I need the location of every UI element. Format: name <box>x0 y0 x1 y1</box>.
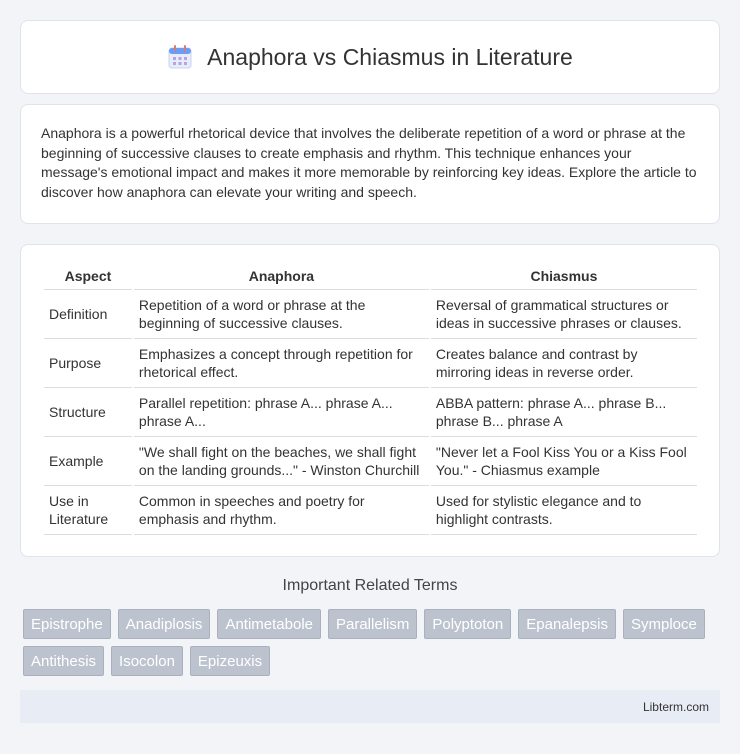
row-anaphora: Parallel repetition: phrase A... phrase A... phrase A... <box>134 388 429 437</box>
row-anaphora: Repetition of a word or phrase at the beginning of successive clauses. <box>134 290 429 339</box>
tag-symploce[interactable]: Symploce <box>623 609 705 639</box>
intro-text: Anaphora is a powerful rhetorical device that involves the deliberate repetition of a word or phrase at the beginning of successive clauses to create emphasis and rhythm. This technique enhances your message's emotional impact and makes it more memorable by reinforcing key ideas. Explore the article to discover how anaphora can elevate your writing and speech. <box>41 125 697 200</box>
tag-epistrophe[interactable]: Epistrophe <box>23 609 111 639</box>
tag-antithesis[interactable]: Antithesis <box>23 646 104 676</box>
calendar-icon <box>167 44 193 70</box>
tag-epanalepsis[interactable]: Epanalepsis <box>518 609 616 639</box>
header-card <box>20 20 720 94</box>
intro-card <box>20 104 720 224</box>
tag-anadiplosis[interactable]: Anadiplosis <box>118 609 211 639</box>
row-aspect: Example <box>44 437 132 486</box>
table-row <box>44 437 697 486</box>
table-row <box>44 388 697 437</box>
tag-isocolon[interactable]: Isocolon <box>111 646 183 676</box>
table-header-row <box>44 263 697 290</box>
row-aspect: Use in Literature <box>44 486 132 535</box>
header-anaphora: Anaphora <box>134 263 429 290</box>
row-aspect: Structure <box>44 388 132 437</box>
table-row <box>44 486 697 535</box>
row-chiasmus: Reversal of grammatical structures or ideas in successive phrases or clauses. <box>431 290 697 339</box>
comparison-table <box>42 263 699 535</box>
tag-polyptoton[interactable]: Polyptoton <box>424 609 511 639</box>
header-chiasmus: Chiasmus <box>431 263 697 290</box>
footer-link[interactable]: Libterm.com <box>642 699 709 714</box>
tag-epizeuxis[interactable]: Epizeuxis <box>190 646 270 676</box>
related-terms-list <box>23 609 723 676</box>
tag-antimetabole[interactable]: Antimetabole <box>217 609 321 639</box>
row-aspect: Definition <box>44 290 132 339</box>
table-row <box>44 290 697 339</box>
comparison-card <box>20 244 720 557</box>
row-anaphora: Common in speeches and poetry for emphasis and rhythm. <box>134 486 429 535</box>
row-chiasmus: Used for stylistic elegance and to highlight contrasts. <box>431 486 697 535</box>
tag-parallelism[interactable]: Parallelism <box>328 609 417 639</box>
row-aspect: Purpose <box>44 339 132 388</box>
row-chiasmus: Creates balance and contrast by mirroring ideas in reverse order. <box>431 339 697 388</box>
table-row <box>44 339 697 388</box>
row-anaphora: Emphasizes a concept through repetition for rhetorical effect. <box>134 339 429 388</box>
page-title: Anaphora vs Chiasmus in Literature <box>207 43 573 70</box>
header-aspect: Aspect <box>44 263 132 290</box>
row-chiasmus: "Never let a Fool Kiss You or a Kiss Fool You." - Chiasmus example <box>431 437 697 486</box>
row-chiasmus: ABBA pattern: phrase A... phrase B... phrase B... phrase A <box>431 388 697 437</box>
row-anaphora: "We shall fight on the beaches, we shall fight on the landing grounds..." - Winston Churchill <box>134 437 429 486</box>
related-terms-title: Important Related Terms <box>282 577 458 594</box>
footer <box>20 690 720 723</box>
